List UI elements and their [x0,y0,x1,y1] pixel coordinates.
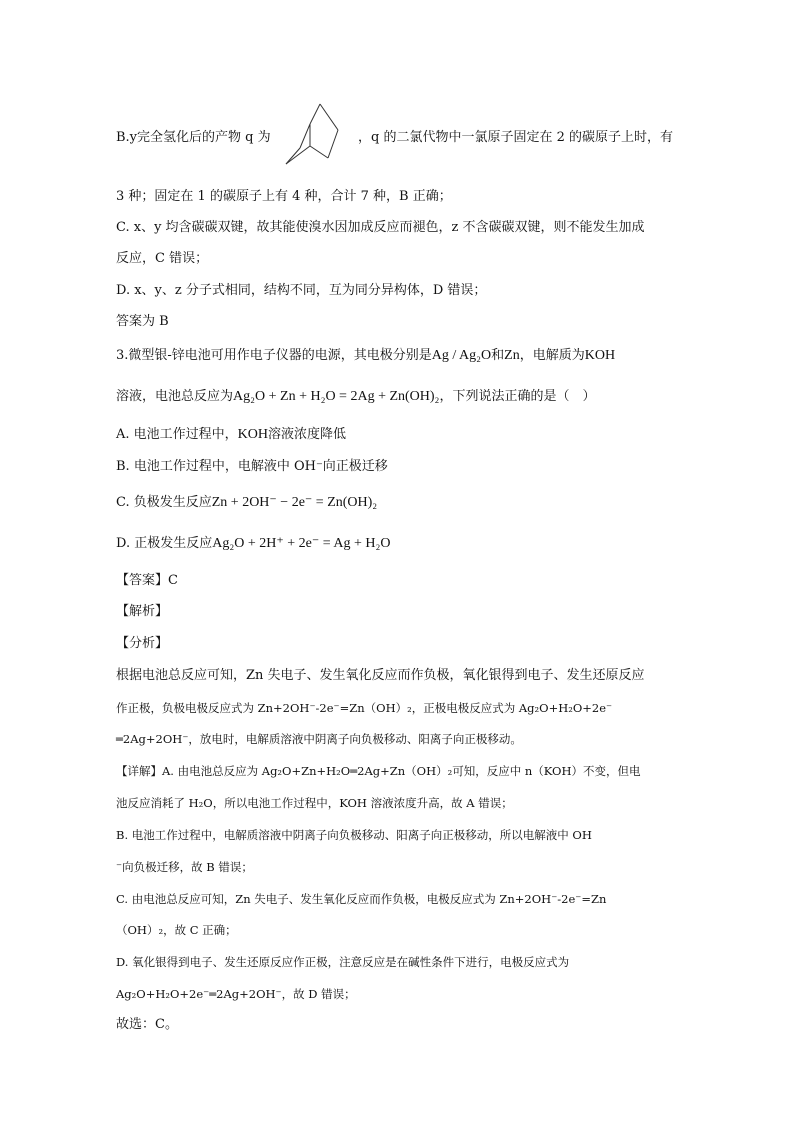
q3-stem-text: 3.微型银-锌电池可用作电子仪器的电源，其电极分别是 [116,348,432,363]
analysis-line: ═2Ag+2OH⁻，放电时，电解质溶液中阴离子向负极移动、阳离子向正极移动。 [116,732,522,746]
detail-line: C. 由电池总反应可知，Zn 失电子、发生氧化反应而作负极，电极反应式为 Zn+2OH⁻-2e⁻=Zn [116,892,607,906]
option-b: B. 电池工作过程中，电解液中 OH⁻向正极迁移 [116,459,388,474]
option-b-line [116,130,271,146]
q3-stem-text: 溶液，电池总反应为 [116,389,234,404]
question-3-stem [116,348,615,364]
q3-stem-text: ，下列说法正确的是（ ） [439,389,596,404]
option-c-equation: Zn + 2OH⁻ − 2e⁻ = Zn(OH)₂ [211,495,378,510]
q3-electrode-formula: Ag / Ag₂O [431,348,492,363]
text-line: 反应，C 错误； [116,251,209,266]
q3-koh-formula: KOH [584,348,616,363]
detail-line: Ag₂O+H₂O+2e⁻═2Ag+2OH⁻，故 D 错误； [116,987,356,1001]
detail-line: B. 电池工作过程中，电解质溶液中阴离子向负极移动、阳离子向正极移动，所以电解液中 OH [116,828,592,842]
detail-line: （OH）₂，故 C 正确； [116,923,237,937]
detail-line: 【详解】A. 由电池总反应为 Ag₂O+Zn+H₂O═2Ag+Zn（OH）₂可知，反应中 n（KOH）不变，但电 [116,764,641,778]
option-b-text-after: ，q 的二氯代物中一氯原子固定在 2 的碳原子上时，有 [358,130,673,145]
q3-zn-formula: Zn [504,348,520,363]
question-3-stem-2 [116,389,595,405]
option-c [116,495,377,511]
detail-line: D. 氧化银得到电子、发生还原反应作正极，注意反应是在碱性条件下进行，电极反应式为 [116,955,570,969]
q3-total-reaction-equation: Ag₂O + Zn + H₂O = 2Ag + Zn(OH)₂ [233,389,440,404]
option-b-text-before: B.y完全氢化后的产物 q 为 [116,130,271,145]
q3-stem-text: ，电解质为 [519,348,585,363]
option-a-text: 溶液浓度降低 [268,427,347,442]
detail-line: ⁻向负极迁移，故 B 错误； [116,860,253,874]
analysis-line: 根据电池总反应可知，Zn 失电子、发生氧化反应而作负极，氧化银得到电子、发生还原反应 [116,668,645,683]
option-d [116,536,390,552]
text-line: D. x、y、z 分子式相同，结构不同，互为同分异构体，D 错误； [116,283,487,298]
option-b-line-cont [358,130,673,146]
analysis-heading: 【解析】 [116,604,169,619]
fenxi-heading: 【分析】 [116,636,169,651]
text-line: 3 种；固定在 1 的碳原子上有 4 种，合计 7 种，B 正确； [116,189,452,204]
option-d-text: D. 正极发生反应 [116,536,213,551]
option-d-equation: Ag₂O + 2H⁺ + 2e⁻ = Ag + H₂O [212,536,391,551]
bicyclo-structure-diagram [280,100,348,172]
text-line: 答案为 B [116,314,169,329]
detail-line: 池反应消耗了 H₂O，所以电池工作过程中，KOH 溶液浓度升高，故 A 错误； [116,796,513,810]
option-c-text: C. 负极发生反应 [116,495,212,510]
option-a-koh: KOH [237,427,268,442]
text-line: C. x、y 均含碳碳双键，故其能使溴水因加成反应而褪色，z 不含碳碳双键，则不能发生加成 [116,220,645,235]
q3-stem-text: 和 [491,348,505,363]
answer-label: 【答案】C [116,573,178,588]
option-a [116,427,346,443]
option-a-text: A. 电池工作过程中， [116,427,238,442]
detail-line: 故选：C。 [116,1017,178,1032]
analysis-line: 作正极，负极电极反应式为 Zn+2OH⁻-2e⁻=Zn（OH）₂，正极电极反应式为 Ag₂O+H₂O+2e⁻ [116,701,613,715]
